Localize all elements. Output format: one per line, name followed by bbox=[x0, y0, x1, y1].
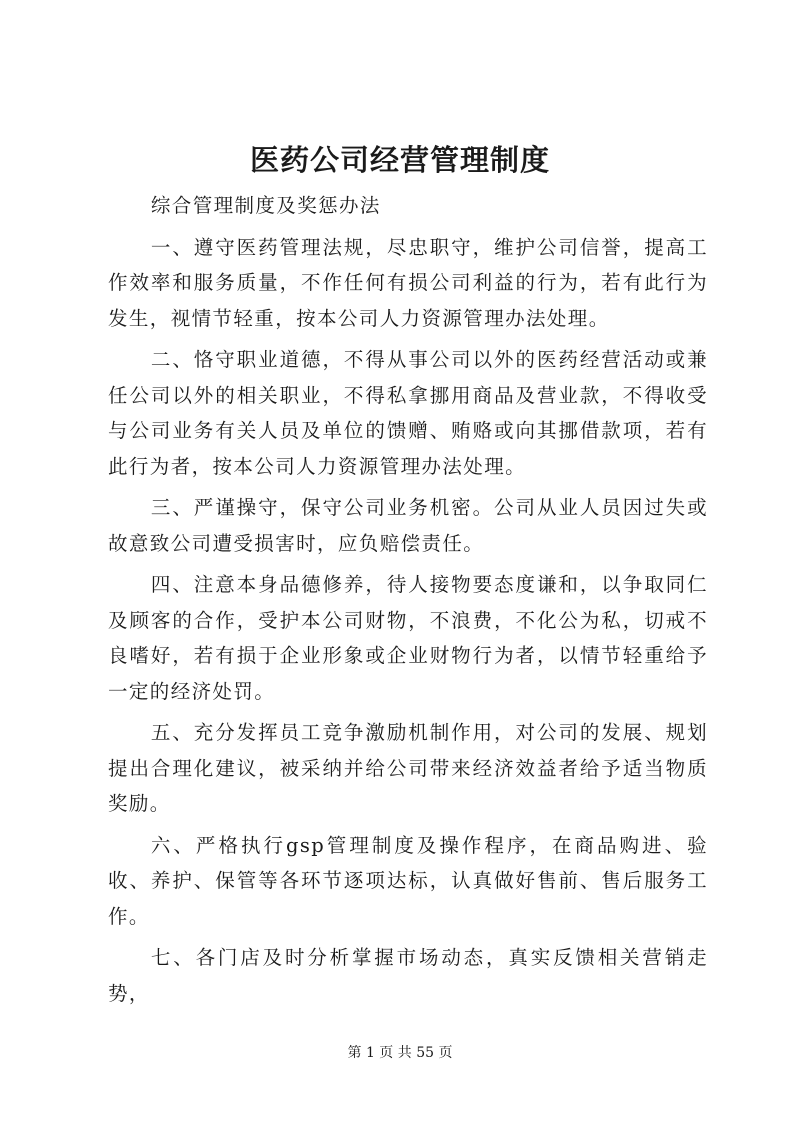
paragraph-4: 四、注意本身品德修养，待人接物要态度谦和，以争取同仁及顾客的合作，受护本公司财物，不浪费，不化公为私，切戒不良嗜好，若有损于企业形象或企业财物行为者，以情节轻重给予一定的经济处罚。 bbox=[108, 573, 708, 703]
paragraph-6: 六、严格执行gsp管理制度及操作程序，在商品购进、验收、养护、保管等各环节逐项达标，认真做好售前、售后服务工作。 bbox=[108, 833, 708, 928]
page-number-footer: 第 1 页 共 55 页 bbox=[347, 1045, 453, 1061]
paragraph-7: 七、各门店及时分析掌握市场动态，真实反馈相关营销走势， bbox=[108, 946, 708, 1005]
paragraph-2: 二、恪守职业道德，不得从事公司以外的医药经营活动或兼任公司以外的相关职业，不得私拿挪用商品及营业款，不得收受与公司业务有关人员及单位的馈赠、贿赂或向其挪借款项，若有此行为者，按本公司人力资源管理办法处理。 bbox=[108, 348, 708, 478]
paragraph-5: 五、充分发挥员工竞争激励机制作用，对公司的发展、规划提出合理化建议，被采纳并给公司带来经济效益者给予适当物质奖励。 bbox=[108, 721, 708, 815]
paragraph-3: 三、严谨操守，保守公司业务机密。公司从业人员因过失或故意致公司遭受损害时，应负赔偿责任。 bbox=[108, 496, 708, 555]
document-title: 医药公司经营管理制度 bbox=[249, 143, 550, 177]
paragraph-1: 一、遵守医药管理法规，尽忠职守，维护公司信誉，提高工作效率和服务质量，不作任何有损公司利益的行为，若有此行为发生，视情节轻重，按本公司人力资源管理办法处理。 bbox=[108, 235, 708, 330]
section-heading: 综合管理制度及奖惩办法 bbox=[150, 194, 381, 217]
document-body bbox=[108, 188, 708, 1017]
